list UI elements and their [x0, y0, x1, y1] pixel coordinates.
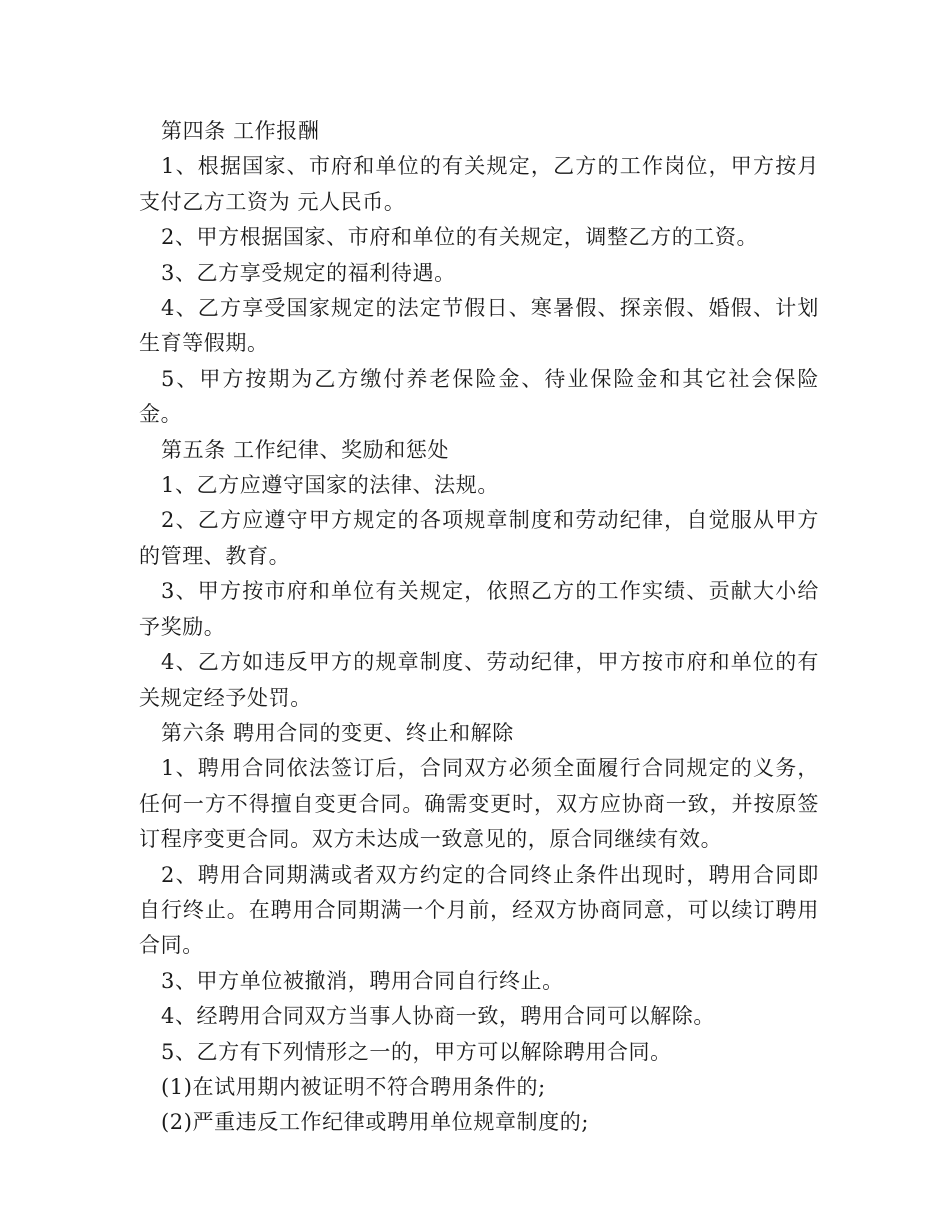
clause-paragraph: 5、乙方有下列情形之一的，甲方可以解除聘用合同。 — [161, 1039, 672, 1064]
clause-paragraph: 3、甲方按市府和单位有关规定，依照乙方的工作实绩、贡献大小给予奖励。 — [139, 579, 819, 639]
clause-paragraph: 2、聘用合同期满或者双方约定的合同终止条件出现时，聘用合同即自行终止。在聘用合同期满一个月前，经双方协商同意，可以续订聘用合同。 — [139, 862, 819, 958]
clause-paragraph: 4、经聘用合同双方当事人协商一致，聘用合同可以解除。 — [161, 1004, 715, 1029]
clause-paragraph: 5、甲方按期为乙方缴付养老保险金、待业保险金和其它社会保险金。 — [139, 366, 819, 427]
clause-paragraph: 4、乙方如违反甲方的规章制度、劳动纪律，甲方按市府和单位的有关规定经予处罚。 — [139, 650, 819, 710]
clause-paragraph: 2、乙方应遵守甲方规定的各项规章制度和劳动纪律，自觉服从甲方的管理、教育。 — [139, 508, 819, 568]
sub-clause-item: (2)严重违反工作纪律或聘用单位规章制度的; — [161, 1110, 590, 1135]
heading-article-6: 第六条 聘用合同的变更、终止和解除 — [161, 720, 514, 745]
clause-paragraph: 3、乙方享受规定的福利待遇。 — [161, 260, 456, 285]
sub-clause-item: (1)在试用期内被证明不符合聘用条件的; — [161, 1074, 546, 1099]
clause-paragraph: 2、甲方根据国家、市府和单位的有关规定，调整乙方的工资。 — [161, 225, 759, 250]
clause-paragraph: 4、乙方享受国家规定的法定节假日、寒暑假、探亲假、婚假、计划生育等假期。 — [139, 296, 819, 356]
document-body — [139, 114, 819, 1141]
clause-paragraph: 1、根据国家、市府和单位的有关规定，乙方的工作岗位，甲方按月支付乙方工资为 元人民币。 — [139, 154, 819, 214]
clause-paragraph: 1、聘用合同依法签订后，合同双方必须全面履行合同规定的义务，任何一方不得擅自变更合同。确需变更时，双方应协商一致，并按原签订程序变更合同。双方未达成一致意见的，原合同继续有效。 — [139, 756, 819, 852]
clause-paragraph: 1、乙方应遵守国家的法律、法规。 — [161, 473, 499, 498]
heading-article-5: 第五条 工作纪律、奖励和惩处 — [161, 437, 450, 462]
heading-article-4: 第四条 工作报酬 — [161, 119, 320, 143]
clause-paragraph: 3、甲方单位被撤消，聘用合同自行终止。 — [161, 968, 564, 993]
